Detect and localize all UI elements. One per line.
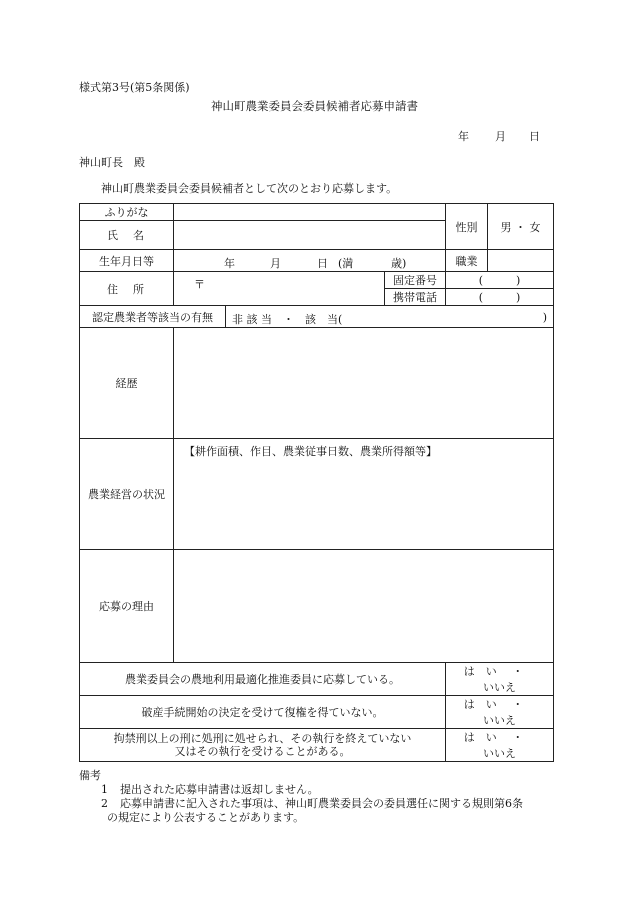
question-row — [80, 696, 554, 729]
date-day-label: 日 — [529, 130, 540, 143]
farm-status-label: 農業経営の状況 — [80, 439, 174, 550]
intro-text: 神山町農業委員会委員候補者として次のとおり応募します。 — [101, 182, 398, 195]
no-option[interactable]: いいえ — [483, 714, 516, 727]
date-month-label: 月 — [495, 130, 506, 143]
birth-year-label: 年 — [224, 257, 235, 270]
addressee: 神山町長 殿 — [79, 156, 145, 169]
no-option[interactable]: いいえ — [483, 681, 516, 694]
document-title: 神山町農業委員会委員候補者応募申請書 — [211, 99, 418, 113]
reason-field[interactable] — [174, 550, 554, 663]
separator-dot: ・ — [512, 698, 524, 711]
occupation-label: 職業 — [446, 250, 488, 271]
furigana-label: ふりがな — [80, 204, 174, 221]
reason-label: 応募の理由 — [80, 550, 174, 663]
yes-option[interactable]: は い — [463, 665, 497, 678]
form-number: 様式第3号(第5条関係) — [79, 81, 190, 94]
career-label: 経歴 — [80, 328, 174, 439]
farm-status-hint: 【耕作面積、作目、農業従事日数、農業所得額等】 — [184, 445, 437, 458]
mobile-field[interactable]: ( ) — [446, 289, 554, 306]
question-text: 破産手続開始の決定を受けて復権を得ていない。 — [80, 696, 446, 729]
address-label: 住 所 — [80, 272, 174, 306]
farm-status-field[interactable] — [174, 439, 554, 550]
notes-heading: 備考 — [79, 769, 101, 782]
yes-no-choice[interactable] — [446, 696, 554, 729]
birthdate-field[interactable] — [174, 250, 446, 272]
career-field[interactable] — [174, 328, 554, 439]
mobile-label: 携帯電話 — [385, 289, 446, 306]
name-field[interactable] — [174, 221, 446, 250]
separator-dot: ・ — [512, 665, 524, 678]
age-close-label: 歳) — [391, 257, 407, 270]
question-text — [80, 729, 446, 762]
note-text: 提出された応募申請書は返却しません。 — [120, 783, 319, 796]
certified-label: 認定農業者等該当の有無 — [80, 306, 226, 328]
postal-mark: 〒 — [194, 278, 205, 291]
certified-close: ) — [542, 311, 547, 324]
landline-field[interactable]: ( ) — [446, 272, 554, 289]
date-year-label: 年 — [458, 130, 469, 143]
gender-cell — [446, 204, 554, 250]
no-option[interactable]: いいえ — [483, 747, 516, 760]
separator-dot: ・ — [512, 731, 524, 744]
occupation-cell — [446, 250, 554, 272]
question-text-line2: 又はその執行を受けることがある。 — [174, 745, 351, 758]
question-text-line1: 拘禁刑以上の刑に処刑に処せられ、その執行を終えていない — [113, 732, 412, 745]
birth-day-label: 日 — [317, 257, 328, 270]
age-open-label: (満 — [338, 257, 354, 270]
birth-month-label: 月 — [270, 257, 281, 270]
birthdate-label: 生年月日等 — [80, 250, 174, 272]
note-number: 2 — [101, 797, 108, 810]
question-text: 農業委員会の農地利用最適化推進委員に応募している。 — [80, 663, 446, 696]
gender-options[interactable]: 男 ・ 女 — [500, 220, 541, 234]
question-row — [80, 663, 554, 696]
certified-options: 非 該 当 ・ 該 当( — [232, 313, 343, 326]
yes-no-choice[interactable] — [446, 729, 554, 762]
application-form — [79, 203, 554, 762]
name-label: 氏 名 — [80, 221, 174, 250]
landline-label: 固定番号 — [385, 272, 446, 289]
certified-field[interactable] — [226, 306, 554, 328]
gender-label: 性別 — [446, 204, 488, 249]
note-text: 応募申請書に記入された事項は、神山町農業委員会の委員選任に関する規則第6条 — [120, 797, 523, 810]
yes-no-choice[interactable] — [446, 663, 554, 696]
occupation-field[interactable] — [488, 250, 553, 271]
note-number: 1 — [101, 783, 108, 796]
yes-option[interactable]: は い — [463, 731, 497, 744]
note-text-continued: の規定により公表することがあります。 — [107, 811, 305, 824]
furigana-field[interactable] — [174, 204, 446, 221]
yes-option[interactable]: は い — [463, 698, 497, 711]
address-field[interactable] — [174, 272, 385, 306]
question-row — [80, 729, 554, 762]
